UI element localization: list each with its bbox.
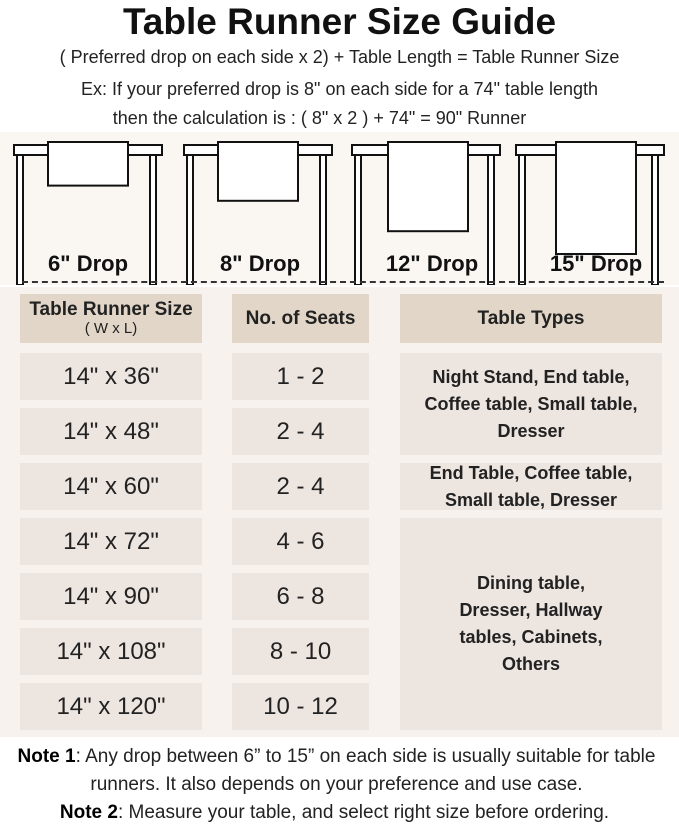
runner-drop-12: [388, 142, 468, 231]
seats-cell: 2 - 4: [232, 463, 369, 510]
formula-text: ( Preferred drop on each side x 2) + Table Length = Table Runner Size: [59, 47, 620, 67]
note-1-text: : Any drop between 6” to 15” on each side is usually suitable for table runners. It also depends on your preference and use case.: [75, 746, 656, 795]
drop-label-12: 12" Drop: [385, 251, 479, 276]
example-line-2: then the calculation is : ( 8" x 2 ) + 74" = 90" Runner: [112, 108, 527, 128]
types-cell-1: Night Stand, End table, Coffee table, Small table, Dresser: [400, 353, 662, 455]
size-cell: 14" x 36": [20, 353, 202, 400]
seats-cell: 2 - 4: [232, 408, 369, 455]
drop-label-6: 6" Drop: [47, 251, 129, 276]
note-2-label: Note 2: [59, 802, 118, 823]
note-2-text: : Measure your table, and select right size before ordering.: [117, 802, 610, 823]
example-line-1: Ex: If your preferred drop is 8" on each side for a 74" table length: [80, 79, 599, 99]
size-cell: 14" x 90": [20, 573, 202, 620]
runner-drop-8: [218, 142, 298, 201]
note-2: [0, 799, 674, 827]
page-title: Table Runner Size Guide: [122, 1, 557, 42]
runner-drop-6: [48, 142, 128, 186]
seats-cell: 8 - 10: [232, 628, 369, 675]
types-cell-3: Dining table, Dresser, Hallway tables, Cabinets, Others: [400, 518, 662, 730]
seats-cell: 1 - 2: [232, 353, 369, 400]
header-size-label: Table Runner Size: [29, 298, 193, 320]
size-cell: 14" x 120": [20, 683, 202, 730]
seats-cell: 6 - 8: [232, 573, 369, 620]
note-1: [0, 743, 676, 799]
drop-label-8: 8" Drop: [219, 251, 301, 276]
types-cell-2: End Table, Coffee table, Small table, Dresser: [400, 463, 662, 510]
note-1-label: Note 1: [17, 746, 76, 767]
size-cell: 14" x 72": [20, 518, 202, 565]
header-size-sub: ( W x L): [84, 319, 138, 337]
header-types: Table Types: [400, 294, 662, 343]
header-size: [20, 294, 202, 343]
divider: [22, 281, 664, 283]
seats-cell: 4 - 6: [232, 518, 369, 565]
size-cell: 14" x 48": [20, 408, 202, 455]
runner-drop-15: [556, 142, 636, 254]
size-cell: 14" x 108": [20, 628, 202, 675]
size-cell: 14" x 60": [20, 463, 202, 510]
header-seats: No. of Seats: [232, 294, 369, 343]
seats-cell: 10 - 12: [232, 683, 369, 730]
drop-label-15: 15" Drop: [549, 251, 643, 276]
